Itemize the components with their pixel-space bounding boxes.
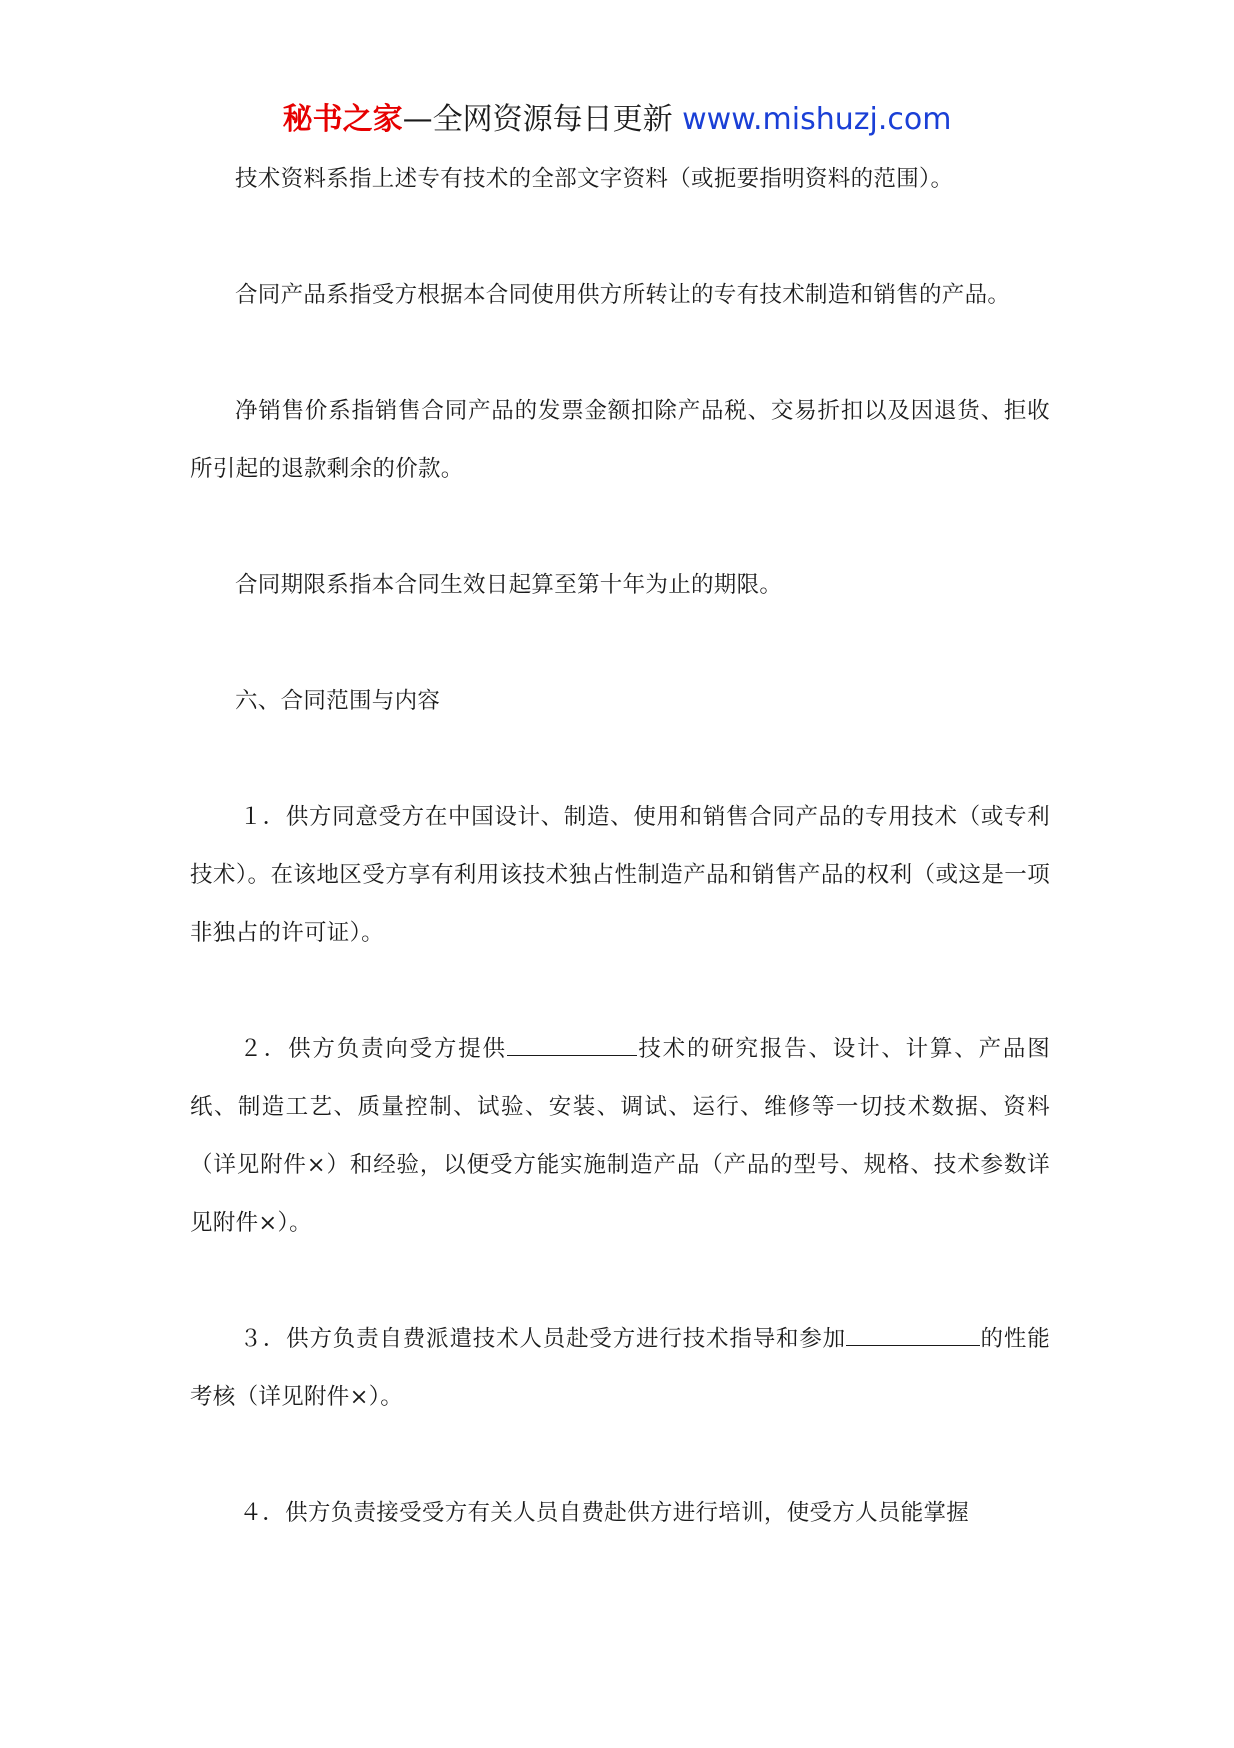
clause-4: ４．供方负责接受受方有关人员自费赴供方进行培训，使受方人员能掌握 — [239, 1500, 970, 1526]
document-body — [190, 150, 1050, 1600]
header-tagline: —全网资源每日更新 — [402, 102, 683, 137]
paragraph-contract-term: 合同期限系指本合同生效日起算至第十年为止的期限。 — [235, 572, 783, 598]
header-url-link[interactable]: www.mishuzj.com — [682, 102, 952, 137]
clause-2 — [190, 1020, 1050, 1252]
clause-2-body: 技术的研究报告、设计、计算、产品图纸、制造工艺、质量控制、试验、安装、调试、运行、维修等一切技术数据、资料（详见附件×）和经验，以便受方能实施制造产品（产品的型号、规格、技术参数详见附件×）。 — [190, 1036, 1050, 1236]
site-header — [0, 100, 1234, 140]
section-heading-scope: 六、合同范围与内容 — [235, 688, 441, 714]
clause-1: １．供方同意受方在中国设计、制造、使用和销售合同产品的专用技术（或专利技术）。在该地区受方享有利用该技术独占性制造产品和销售产品的权利（或这是一项非独占的许可证）。 — [190, 804, 1050, 946]
paragraph-contract-products: 合同产品系指受方根据本合同使用供方所转让的专有技术制造和销售的产品。 — [235, 282, 1011, 308]
clause-3 — [190, 1310, 1050, 1426]
paragraph-technical-materials: 技术资料系指上述专有技术的全部文字资料（或扼要指明资料的范围）。 — [235, 166, 954, 192]
fill-in-blank — [846, 1323, 980, 1347]
header-brand: 秘书之家 — [282, 102, 403, 137]
fill-in-blank — [507, 1033, 637, 1057]
paragraph-net-sales-price: 净销售价系指销售合同产品的发票金额扣除产品税、交易折扣以及因退货、拒收所引起的退款剩余的价款。 — [190, 398, 1050, 482]
clause-3-body: 的性能考核（详见附件×）。 — [190, 1326, 1050, 1410]
clause-3-lead: ３．供方负责自费派遣技术人员赴受方进行技术指导和参加 — [239, 1326, 847, 1352]
clause-2-lead: ２．供方负责向受方提供 — [239, 1036, 507, 1062]
